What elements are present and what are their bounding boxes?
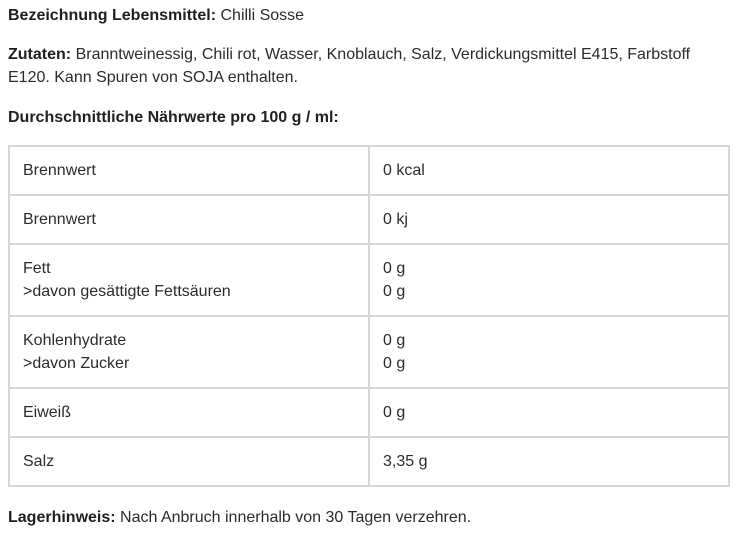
table-row [9, 437, 729, 486]
nutrient-label-cell [9, 316, 369, 388]
product-name-value: Chilli Sosse [220, 7, 305, 24]
nutrient-value-cell [369, 388, 729, 437]
nutrient-label: Kohlenhydrate [23, 332, 127, 349]
table-row [9, 146, 729, 195]
table-row [9, 195, 729, 244]
nutrient-sublabel: >davon gesättigte Fettsäuren [23, 283, 231, 300]
product-name-line [8, 4, 304, 27]
nutrient-label-cell [9, 388, 369, 437]
nutrient-value: 0 kj [383, 211, 408, 228]
nutrient-label: Brennwert [23, 162, 96, 179]
nutrition-heading-line [8, 106, 339, 129]
table-row [9, 244, 729, 316]
table-row [9, 316, 729, 388]
nutrient-subvalue: 0 g [383, 283, 406, 300]
nutrient-value-cell [369, 316, 729, 388]
product-name-label: Bezeichnung Lebensmittel: [8, 7, 217, 24]
storage-line [8, 506, 471, 529]
nutrition-table [8, 145, 730, 487]
nutrient-value: 0 g [383, 404, 406, 421]
nutrient-value: 0 g [383, 332, 406, 349]
storage-label: Lagerhinweis: [8, 509, 116, 526]
ingredients-value: Branntweinessig, Chili rot, Wasser, Knoblauch, Salz, Verdickungsmittel E415, Farbstoff E120. Kann Spuren von SOJA enthalten. [8, 46, 691, 86]
nutrient-value-cell [369, 244, 729, 316]
nutrient-label-cell [9, 244, 369, 316]
nutrient-value-cell [369, 146, 729, 195]
nutrient-value: 0 g [383, 260, 406, 277]
table-row [9, 388, 729, 437]
nutrient-label: Salz [23, 453, 55, 470]
nutrient-value: 0 kcal [383, 162, 425, 179]
ingredients-label: Zutaten: [8, 46, 72, 63]
nutrient-label-cell [9, 437, 369, 486]
nutrient-value-cell [369, 195, 729, 244]
nutrient-label: Fett [23, 260, 51, 277]
nutrient-value: 3,35 g [383, 453, 428, 470]
nutrient-subvalue: 0 g [383, 355, 406, 372]
nutrient-label: Brennwert [23, 211, 96, 228]
nutrient-label-cell [9, 195, 369, 244]
nutrient-label-cell [9, 146, 369, 195]
nutrition-heading: Durchschnittliche Nährwerte pro 100 g / ml: [8, 109, 339, 126]
ingredients-paragraph [8, 43, 708, 89]
nutrient-label: Eiweiß [23, 404, 72, 421]
nutrient-sublabel: >davon Zucker [23, 355, 130, 372]
storage-value: Nach Anbruch innerhalb von 30 Tagen verzehren. [120, 509, 472, 526]
nutrient-value-cell [369, 437, 729, 486]
